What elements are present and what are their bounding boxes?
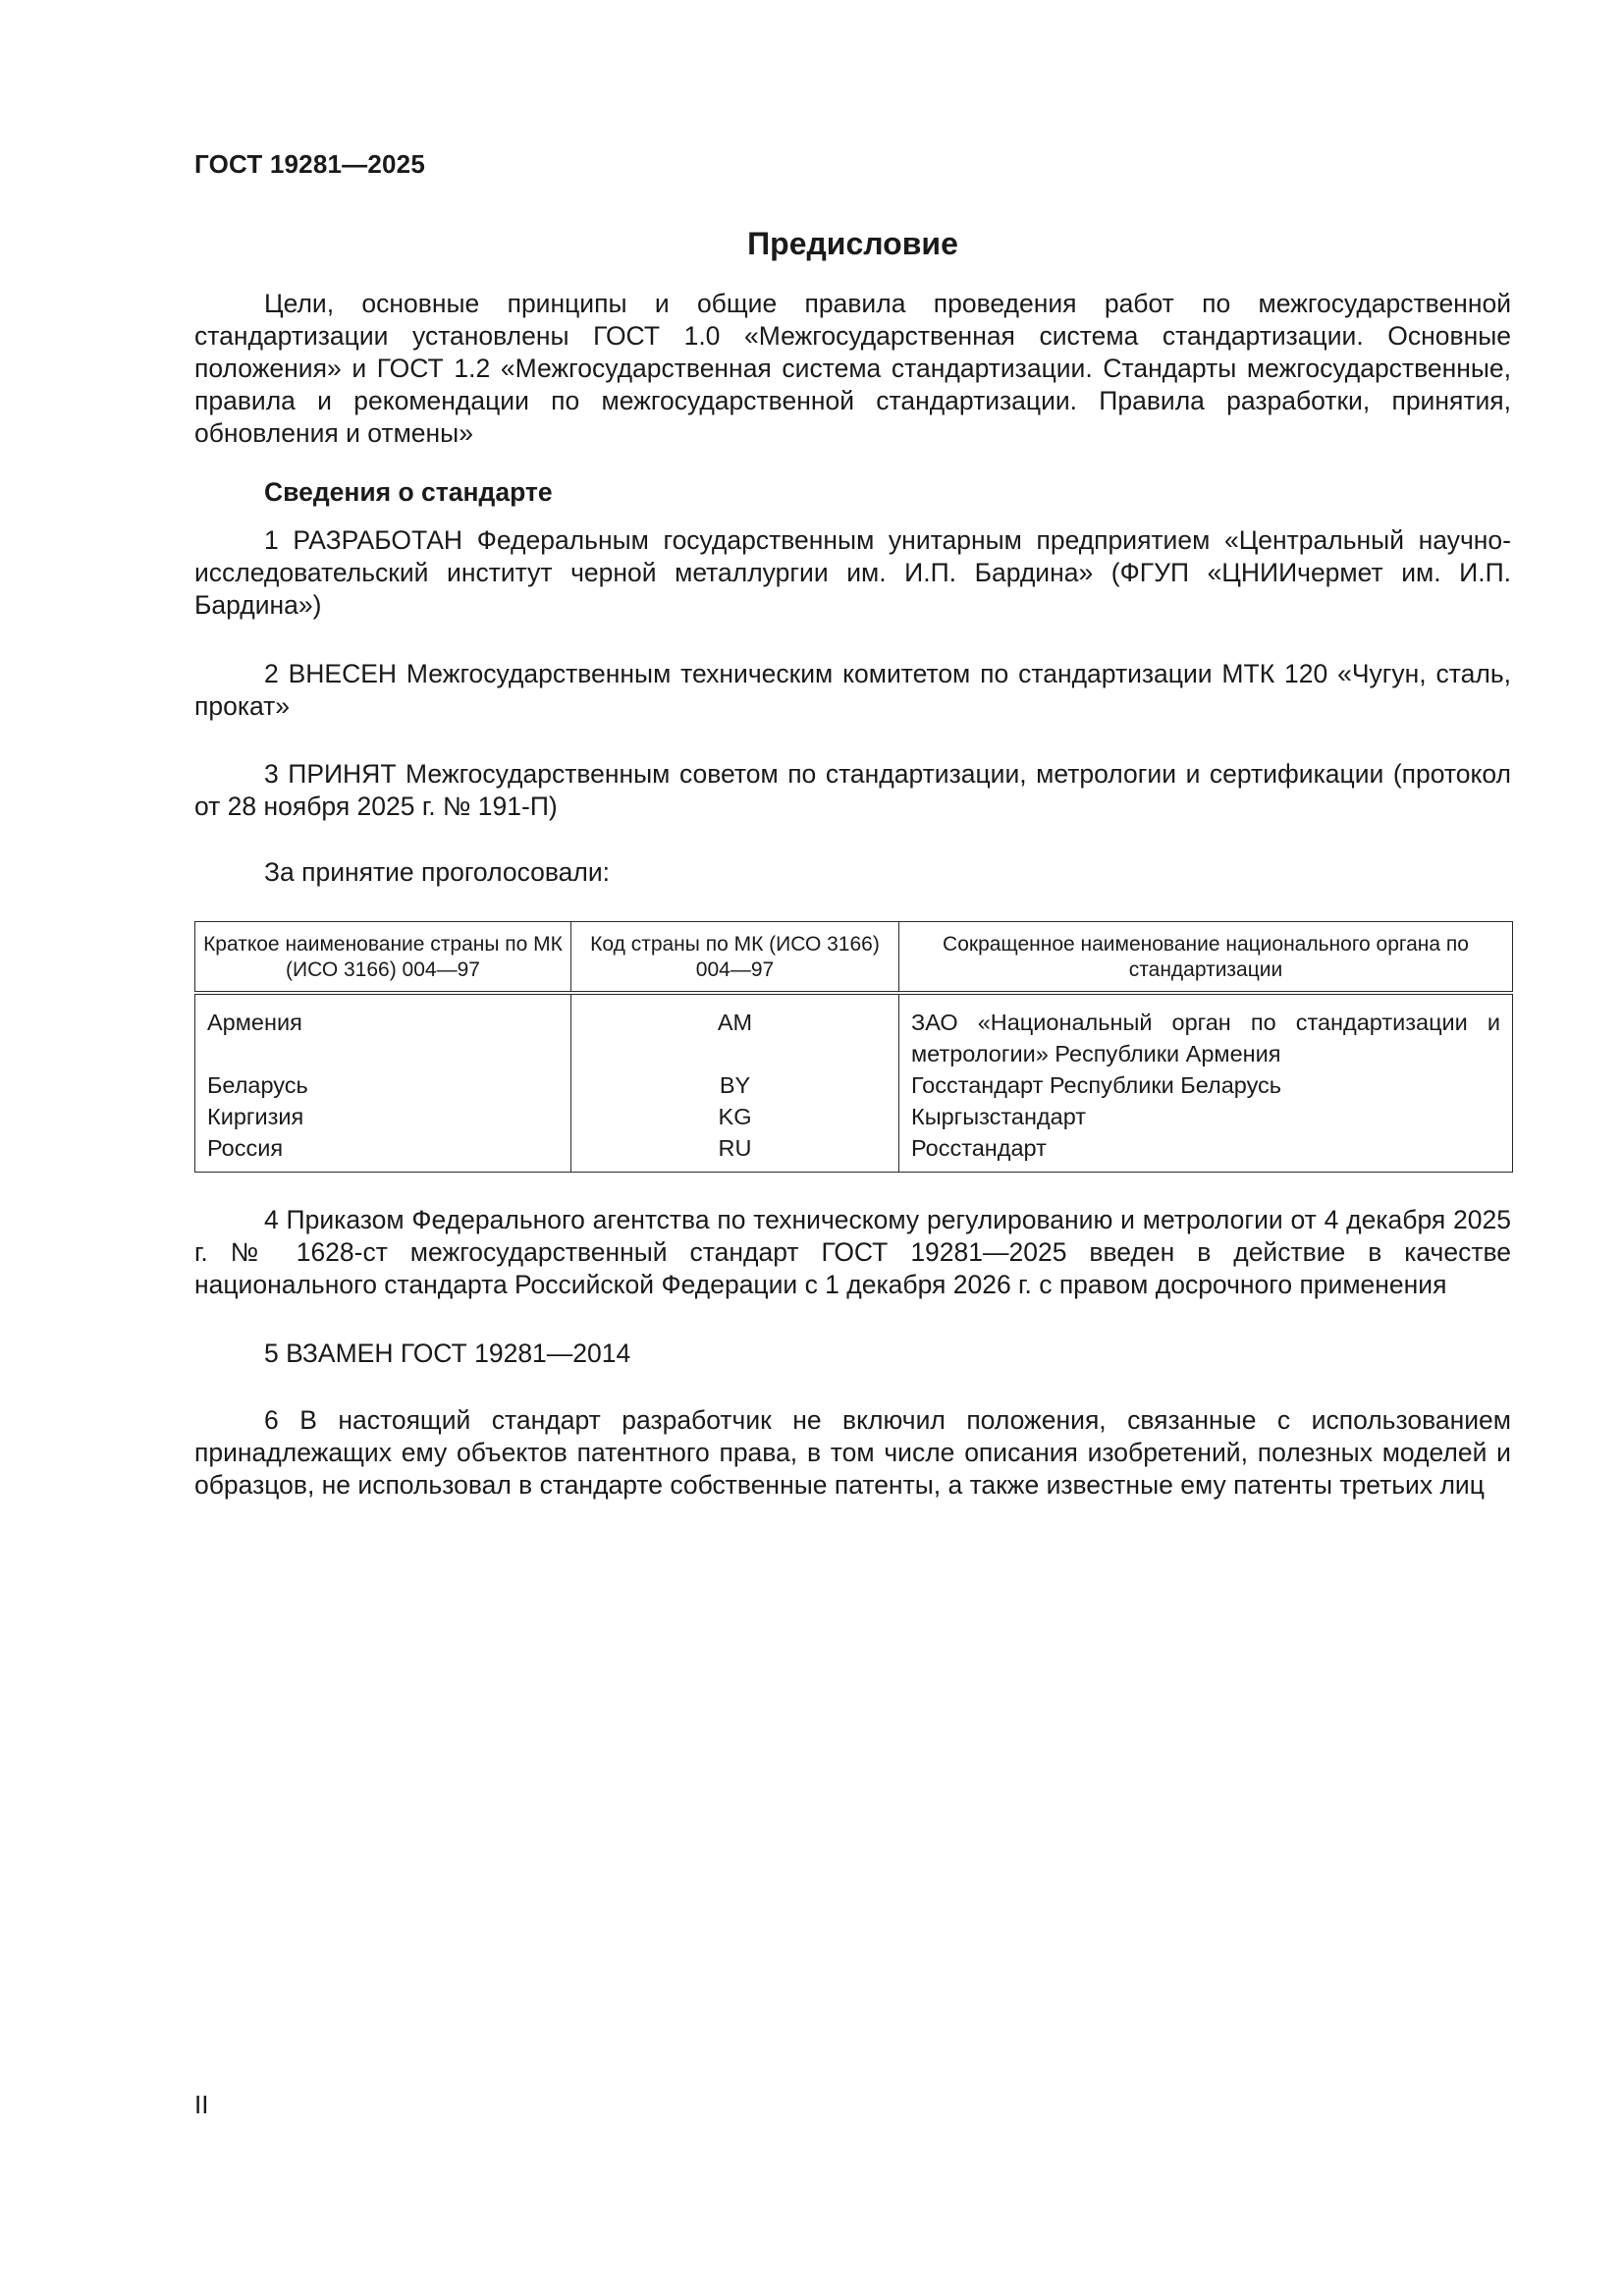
page-title: Предисловие [747, 226, 958, 261]
item-introduced: 2 ВНЕСЕН Межгосударственным техническим комитетом по стандартизации МТК 120 «Чугун, сталь, прокат» [194, 659, 1511, 721]
cell-code: AM [571, 993, 899, 1069]
cell-code: RU [571, 1132, 899, 1173]
header-code: Код страны по МК (ИСО 3166) 004—97 [571, 922, 899, 994]
item-developed: 1 РАЗРАБОТАН Федеральным государственным унитарным предприятием «Центральный научно-исследовательский институт черной металлургии им. И.П. Бардина» (ФГУП «ЦНИИчермет им. И.П. Бардина») [194, 525, 1511, 620]
intro-paragraph: Цели, основные принципы и общие правила проведения работ по межгосударственной стандартизации установлены ГОСТ 1.0 «Межгосударственная система стандартизации. Основные положения» и ГОСТ 1.2 «Межгосударственная система стандартизации. Стандарты межгосударственные, правила и рекомендации по межгосударственной стандартизации. Правила разработки, принятия, обновления и отмены» [194, 289, 1511, 448]
cell-country: Беларусь [195, 1069, 571, 1101]
cell-country: Армения [195, 993, 571, 1069]
page-number: II [194, 2090, 209, 2119]
item-order: 4 Приказом Федерального агентства по техническому регулированию и метрологии от 4 декабря 2025 г. № 1628-ст межгосударственный стандарт ГОСТ 19281—2025 введен в действие в качестве национального стандарта Российской Федерации с 1 декабря 2026 г. с правом досрочного применения [194, 1205, 1511, 1299]
cell-body: ЗАО «Национальный орган по стандартизации и метрологии» Республики Армения [899, 993, 1513, 1069]
header-body: Сокращенное наименование национального органа по стандартизации [899, 922, 1513, 994]
section-heading: Сведения о стандарте [264, 477, 553, 507]
cell-country: Киргизия [195, 1101, 571, 1132]
document-code: ГОСТ 19281—2025 [194, 149, 425, 179]
item-replaces: 5 ВЗАМЕН ГОСТ 19281—2014 [264, 1339, 631, 1368]
header-country: Краткое наименование страны по МК (ИСО 3166) 004—97 [195, 922, 571, 994]
cell-body: Госстандарт Республики Беларусь [899, 1069, 1513, 1101]
table-row [195, 1069, 1513, 1101]
item-adopted: 3 ПРИНЯТ Межгосударственным советом по стандартизации, метрологии и сертификации (протокол от 28 ноября 2025 г. № 191-П) [194, 759, 1511, 821]
cell-country: Россия [195, 1132, 571, 1173]
cell-code: BY [571, 1069, 899, 1101]
table-row [195, 1132, 1513, 1173]
table-row [195, 993, 1513, 1069]
cell-code: KG [571, 1101, 899, 1132]
voting-table [194, 921, 1513, 1173]
voted-label: За принятие проголосовали: [264, 857, 611, 887]
item-patents: 6 В настоящий стандарт разработчик не включил положения, связанные с использованием принадлежащих ему объектов патентного права, в том числе описания изобретений, полезных моделей и образцов, не использовал в стандарте собственные патенты, а также известные ему патенты третьих лиц [194, 1405, 1511, 1500]
table-row [195, 1101, 1513, 1132]
table-header-row [195, 922, 1513, 994]
cell-body: Кыргызстандарт [899, 1101, 1513, 1132]
cell-body: Росстандарт [899, 1132, 1513, 1173]
